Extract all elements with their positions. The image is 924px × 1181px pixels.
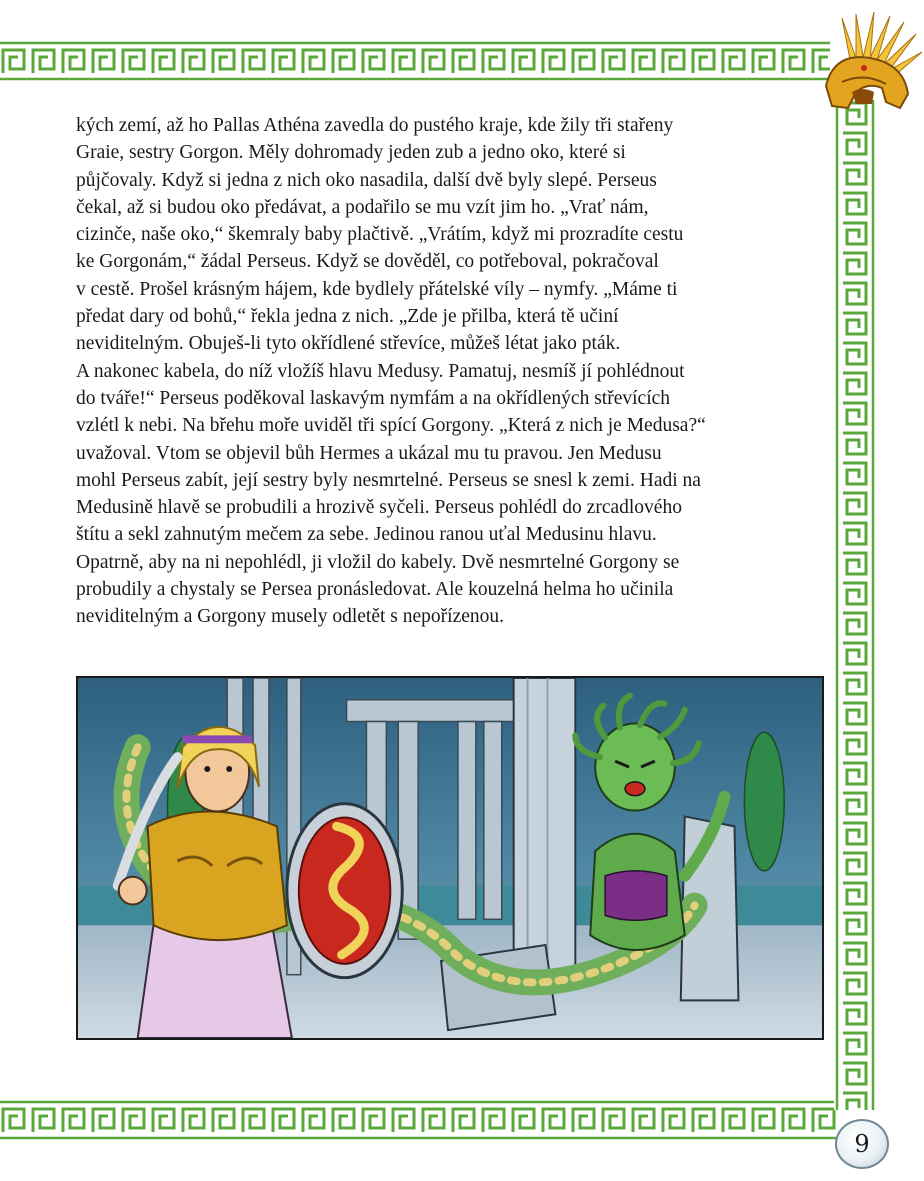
paragraph-line: probudily a chystaly se Persea pronásledovat. Ale kouzelná helma ho učinila xyxy=(76,579,674,601)
paragraph-line: A nakonec kabela, do níž vložíš hlavu Medusy. Pamatuj, nesmíš jí pohlédnout xyxy=(76,360,685,382)
paragraph-line: půjčovaly. Když si jedna z nich oko nasadila, další dvě byly slepé. Perseus xyxy=(76,169,657,191)
paragraph-line: Graie, sestry Gorgon. Měly dohromady jeden zub a jedno oko, které si xyxy=(76,142,626,164)
paragraph-line: v cestě. Prošel krásným hájem, kde bydlely přátelské víly – nymfy. „Máme ti xyxy=(76,278,678,300)
paragraph-line: kých zemí, až ho Pallas Athéna zavedla do pustého kraje, kde žily tři stařeny xyxy=(76,115,674,136)
perseus-medusa-illustration xyxy=(76,676,824,1040)
story-paragraph xyxy=(76,112,824,631)
paragraph-line: vzlétl k nebi. Na břehu moře uviděl tři spící Gorgony. „Která z nich je Medusa?“ xyxy=(76,415,706,437)
paragraph-line: cizinče, naše oko,“ škemraly baby plačtivě. „Vrátím, když mi prozradíte cestu xyxy=(76,224,684,246)
paragraph-line: neviditelným a Gorgony musely odletět s nepořízenou. xyxy=(76,606,505,628)
paragraph-line: uvažoval. Vtom se objevil bůh Hermes a ukázal mu tu pravou. Jen Medusu xyxy=(76,442,662,464)
paragraph-line: předat dary od bohů,“ řekla jedna z nich. „Zde je přilba, která tě učiní xyxy=(76,306,619,328)
paragraph-line: mohl Perseus zabít, její sestry byly nesmrtelné. Perseus se snesl k zemi. Hadi na xyxy=(76,469,701,491)
paragraph-line: do tváře!“ Perseus poděkoval laskavým nymfám a na okřídlených střevících xyxy=(76,387,671,409)
page-number-badge xyxy=(835,1119,889,1169)
paragraph-line: Medusině hlavě se probudili a hrozivě syčeli. Perseus pohlédl do zrcadlového xyxy=(76,497,682,519)
greek-key-border-right xyxy=(834,100,876,1110)
cypress-tree xyxy=(744,732,784,870)
paragraph-line: neviditelným. Obuješ-li tyto okřídlené střevíce, můžeš létat jako pták. xyxy=(76,333,621,355)
paragraph-line: čekal, až si budou oko předávat, a podařilo se mu vzít jim ho. „Vrať nám, xyxy=(76,196,649,218)
paragraph-line: Opatrně, aby na ni nepohlédl, ji vložil do kabely. Dvě nesmrtelné Gorgony se xyxy=(76,551,680,573)
paragraph-line: štítu a sekl zahnutým mečem za sebe. Jedinou ranou uťal Medusinu hlavu. xyxy=(76,524,657,546)
mirror-shield xyxy=(287,804,402,978)
paragraph-line: ke Gorgonám,“ žádal Perseus. Když se dověděl, co potřeboval, pokračoval xyxy=(76,251,659,273)
greek-key-border-top xyxy=(0,40,830,82)
page-number: 9 xyxy=(854,1130,870,1158)
greek-key-border-bottom xyxy=(0,1099,838,1141)
column xyxy=(514,678,576,975)
greek-helmet-icon xyxy=(812,12,924,116)
